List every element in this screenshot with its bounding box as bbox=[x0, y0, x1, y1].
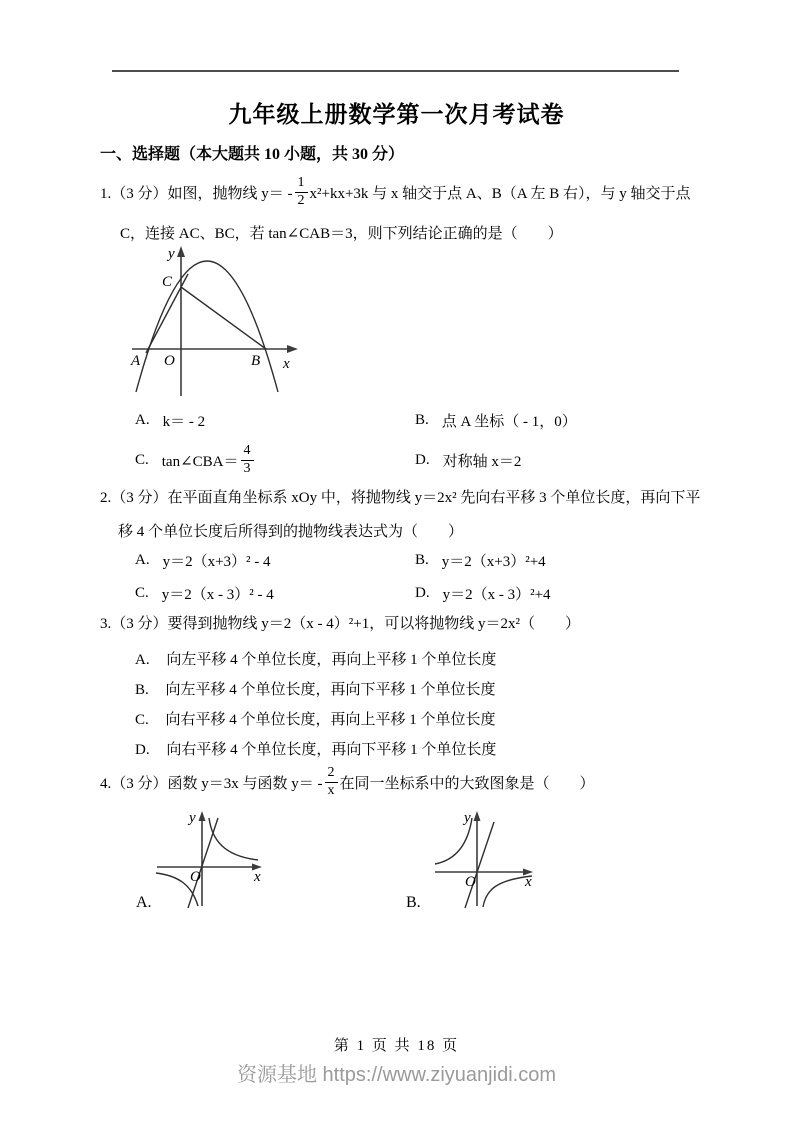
q4-stem bbox=[100, 760, 595, 804]
q1-stem-line1 bbox=[100, 170, 691, 214]
q2-option-d: D. y＝2（x - 3）²+4 bbox=[415, 585, 551, 603]
label-C: C bbox=[162, 274, 173, 290]
q4-figure-b bbox=[420, 810, 540, 910]
q1-figure-parabola bbox=[126, 244, 326, 404]
q1-stem-post: x²+kx+3k 与 x 轴交于点 A、B（A 左 B 右），与 y 轴交于点 bbox=[309, 185, 691, 202]
q2-stem-line1: 2.（3 分）在平面直角坐标系 xOy 中，将抛物线 y＝2x² 先向右平移 3 个单位长度，再向下平 bbox=[100, 490, 701, 506]
fraction-four-thirds: $\frac{4}{3}$ bbox=[241, 443, 254, 476]
q2-options-row1 bbox=[135, 550, 695, 571]
parabola-curve bbox=[136, 261, 278, 392]
q3-option-b: B. 向左平移 4 个单位长度，再向下平移 1 个单位长度 bbox=[135, 682, 496, 698]
q2-options-row2 bbox=[135, 583, 695, 604]
q3-option-d: D. 向右平移 4 个单位长度，再向下平移 1 个单位长度 bbox=[135, 742, 497, 758]
q1-option-b: B. 点 A 坐标（ - 1，0） bbox=[415, 412, 577, 430]
q3-option-c: C. 向右平移 4 个单位长度，再向上平移 1 个单位长度 bbox=[135, 712, 496, 728]
q4-stem-pre: 4.（3 分）函数 y＝3x 与函数 y＝ - bbox=[100, 775, 323, 792]
header-rule bbox=[112, 70, 679, 72]
label-O: O bbox=[465, 874, 476, 890]
label-A: A bbox=[131, 353, 141, 369]
q2-option-b: B. y＝2（x+3）²+4 bbox=[415, 552, 546, 570]
label-O: O bbox=[190, 869, 201, 885]
fraction-two-over-x: $\frac{2}{x}$ bbox=[325, 765, 338, 798]
q1-options-row2 bbox=[135, 438, 695, 482]
fraction-one-half: $\frac{1}{2}$ bbox=[295, 175, 308, 208]
q1-stem-line2: C，连接 AC、BC，若 tan∠CAB＝3，则下列结论正确的是（ ） bbox=[120, 226, 563, 242]
x-axis-arrow-icon bbox=[287, 345, 298, 353]
y-axis-arrow-icon bbox=[177, 246, 185, 257]
q3-option-a: A. 向左平移 4 个单位长度，再向上平移 1 个单位长度 bbox=[135, 652, 497, 668]
q1-option-c: C. tan∠CBA＝ $\frac{4}{3}$ bbox=[135, 443, 415, 476]
q1-option-a: A. k＝ - 2 bbox=[135, 412, 206, 430]
q4-choice-a-label: A. bbox=[136, 894, 152, 911]
q4-choice-b-label: B. bbox=[406, 894, 421, 911]
label-x: x bbox=[525, 874, 532, 890]
label-x: x bbox=[254, 869, 261, 885]
q2-option-a: A. y＝2（x+3）² - 4 bbox=[135, 552, 271, 570]
q2-option-c: C. y＝2（x - 3）² - 4 bbox=[135, 585, 274, 603]
q2-stem-line2: 移 4 个单位长度后所得到的抛物线表达式为（ ） bbox=[118, 524, 464, 540]
page-number: 第 1 页 共 18 页 bbox=[333, 1038, 460, 1054]
label-O: O bbox=[164, 353, 175, 369]
q4-figure-a bbox=[154, 810, 266, 910]
y-axis-arrow-icon bbox=[199, 811, 206, 821]
section-heading: 一、选择题（本大题共 10 小题，共 30 分） bbox=[100, 146, 405, 163]
exam-title: 九年级上册数学第一次月考试卷 bbox=[228, 102, 565, 127]
q3-stem: 3.（3 分）要得到抛物线 y＝2（x - 4）²+1，可以将抛物线 y＝2x²（ ） bbox=[100, 616, 580, 632]
q4-stem-post: 在同一坐标系中的大致图象是（ ） bbox=[339, 775, 595, 792]
q1-stem-pre: 1.（3 分）如图，抛物线 y＝ - bbox=[100, 185, 293, 202]
watermark-url: 资源基地 https://www.ziyuanjidi.com bbox=[237, 1064, 556, 1086]
label-y: y bbox=[189, 810, 196, 826]
q1-options-row1 bbox=[135, 410, 695, 431]
label-y: y bbox=[464, 810, 471, 826]
line-y-equals-3x bbox=[465, 822, 494, 908]
label-x: x bbox=[283, 356, 290, 372]
y-axis-arrow-icon bbox=[474, 811, 481, 821]
q1-option-d: D. 对称轴 x＝2 bbox=[415, 451, 522, 470]
label-B: B bbox=[251, 353, 261, 369]
label-y: y bbox=[168, 246, 175, 262]
